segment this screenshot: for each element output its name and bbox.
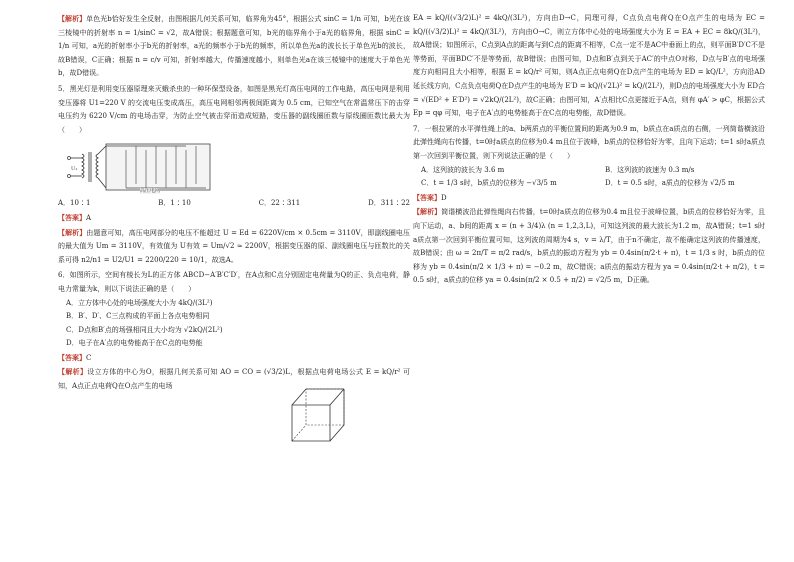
option-a: A．10∶1 xyxy=(58,199,91,208)
option-a: A．这列波的波长为 3.6 m xyxy=(421,165,505,174)
solution-tag: 【解析】 xyxy=(413,207,442,217)
right-column xyxy=(413,12,765,288)
figure-caption: 高压电网 xyxy=(140,188,161,195)
option-a: A．立方体中心处的电场强度大小为 4kQ/(3L²) xyxy=(66,298,213,307)
question-5-solution xyxy=(58,226,410,268)
option-d: D．t = 0.5 s时，a质点的位移为 √2/5 m xyxy=(605,179,735,188)
solution-tag: 【解析】 xyxy=(58,14,87,23)
question-5-options xyxy=(58,197,410,211)
answer-tag: 【答案】 xyxy=(58,212,86,222)
question-7-solution xyxy=(413,205,765,288)
prev-solution xyxy=(58,12,410,81)
option-b: B．B′、D′、C三点构成的平面上各点电势相同 xyxy=(66,312,210,321)
option-c: C．D点和B′点的场强相同且大小均为 √2kQ/(2L²) xyxy=(66,325,223,334)
left-column xyxy=(58,12,410,394)
question-7-answer xyxy=(413,191,765,206)
transformer-circuit-figure xyxy=(66,140,216,194)
svg-text:U₁: U₁ xyxy=(71,166,78,173)
option-c: C．22∶311 xyxy=(258,199,301,208)
question-6-solution xyxy=(58,365,410,393)
solution-tag: 【解析】 xyxy=(58,367,88,377)
option-d: D．电子在A′点的电势能高于在C点的电势能 xyxy=(66,339,203,348)
question-6-answer xyxy=(58,351,410,366)
solution-text: 单色光b恰好发生全反射，由图根据几何关系可知，临界角为45°，根据公式 sinC = 1/n 可知，b光在该三棱镜中的折射率 n = 1/sinC = √2，故A错误；根据题意可知，b光的临界角小于a光的临界角，根据 sinC = 1/n 可知，a光的折射率小于b光的折射率，a光的频率小于b光的频率，所以单色光a的波长长于单色光b的波长，故B错误，C正确；根据 n = c/v 可知，折射率越大，传播速度越小，则单色光a在该三棱镜中的速度大于单色光b，故D错误。 xyxy=(58,15,411,78)
solution-text: 设立方体的中心为O，根据几何关系可知 AO = CO = (√3/2)L，根据点电荷电场公式 E = kQ/r² 可知，A点正点电荷Q在O点产生的电场 xyxy=(58,368,411,391)
question-7-stem: 7．一根拉紧的水平弹性绳上的a、b两质点的平衡位置间的距离为0.9 m，b质点在a质点的右侧，一列简谐横波沿此弹性绳向右传播，t=0时a质点的位移为0.4 m且位于波峰，b质点的位移恰好为零，且向下运动；t=1 s时a质点第一次回到平衡位置，则下列说法正确的是（ ） xyxy=(413,124,765,160)
answer-value: C xyxy=(86,353,92,362)
question-6-stem: 6．如图所示，空间有棱长为L的正方体 ABCD−A′B′C′D′，在A点和C点分别固定电荷量为Q的正、负点电荷，静电力常量为k，则以下说法正确的是（ ） xyxy=(58,271,410,293)
question-7-options-row1 xyxy=(413,164,765,178)
answer-value: A xyxy=(86,213,92,222)
solution-text: 由题意可知，高压电网部分的电压不能超过 U = Ed = 6220V/cm × 0.5cm = 3110V，即副线圈电压的最大值为 Um = 3110V，有效值为 U有效 = Um/√2 ≈ 2200V，根据变压器的原、副线圈电压与匝数比的关系可得 n2/n1 = U2/U1 = 2200/220 = 10/1，故选A。 xyxy=(58,228,411,264)
answer-tag: 【答案】 xyxy=(58,352,86,362)
option-b: B．1∶10 xyxy=(158,199,191,208)
question-7-options-row2 xyxy=(413,177,765,191)
question-5-stem: 5．黑光灯是利用变压器原理来灭蛾杀虫的一种环保型设备，如图是黑光灯高压电网的工作电路，高压电网是利用变压器将 U1=220 V 的交流电压变成高压，高压电网相邻两极间距离为 0.5 cm，已知空气在常温常压下的击穿电压约为 6220 V/cm 的电场击穿，为防止空气被击穿而造成短路，变压器的副线圈匝数与原线圈匝数比最大为（ ） xyxy=(58,84,410,134)
question-5-answer xyxy=(58,211,410,226)
option-c: C．t = 1/3 s时，b质点的位移为 −√3/5 m xyxy=(421,179,557,188)
option-b: B．这列波的波速为 0.3 m/s xyxy=(605,165,695,174)
cube-figure xyxy=(286,385,352,445)
transformer-diagram xyxy=(66,140,216,194)
answer-tag: 【答案】 xyxy=(413,192,441,202)
answer-value: D xyxy=(441,193,447,202)
option-d: D．311∶22 xyxy=(368,199,410,208)
solution-tag: 【解析】 xyxy=(58,227,87,237)
q6-solution-continued: EA = kQ/((√3/2)L)² = 4kQ/(3L²)，方向由D→C，同理可得，C点负点电荷Q在O点产生的电场为 EC = kQ/((√3/2)L)² = 4kQ/(3L²)，方向由O→C，则立方体中心处的电场强度大小为 E = EA + EC = 8kQ/(3L²)，故A错误；如图所示，C点到A点的距离与到C点的距离不相等，C点一定不是AC中垂面上的点，则平面B′D′C不是等势面，平面BDC′不是等势面，故B错误；由图可知，D点和B′点到关于AC′的中点O对称，D点与B′点的电场强度方向相同且大小相等，根据 E = kQ/r² 可知，则A点正点电荷Q在D点产生的电场为 ED = kQ/L²，方向沿AD延长线方向，C点负点电荷Q在D点产生的电场为 E′D = kQ/(√2L)² = kQ/(2L²)，则D点的电场强度大小为 ED合 = √(ED² + E′D²) = √2kQ/(2L²)，故C正确；由图可知，A′点相比C点更接近于A点，则有 φA′ > φC，根据公式 Ep = qφ 可知，电子在A′点的电势能高于在C点的电势能，故D错误。 xyxy=(413,14,765,118)
solution-text: 简谐横波沿此弹性绳向右传播，t=0时a质点的位移为0.4 m且位于波峰位置，b质点的位移恰好为零，且向下运动，a、b间的距离 x = (n + 3/4)λ (n = 1,2,3,L)，可知这列波的最大波长为1.2 m，故A错误；t=1 s时a质点第一次回到平衡位置可知，这列波的周期为4 s，v = λ/T，由于n不确定，故不能确定这列波的传播速度，故B错误；由 ω = 2π/T = π/2 rad/s，b质点的振动方程为 yb = 0.4sin(π/2·t + π)，t = 1/3 s 时，b质点的位移为 yb = 0.4sin(π/2 × 1/3 + π) = −0.2 m，故C错误；a质点的振动方程为 ya = 0.4sin(π/2·t + π/2)，t = 0.5 s时，a质点的位移 ya = 0.4sin(π/2 × 0.5 + π/2) = √2/5 m，D正确。 xyxy=(413,208,766,285)
